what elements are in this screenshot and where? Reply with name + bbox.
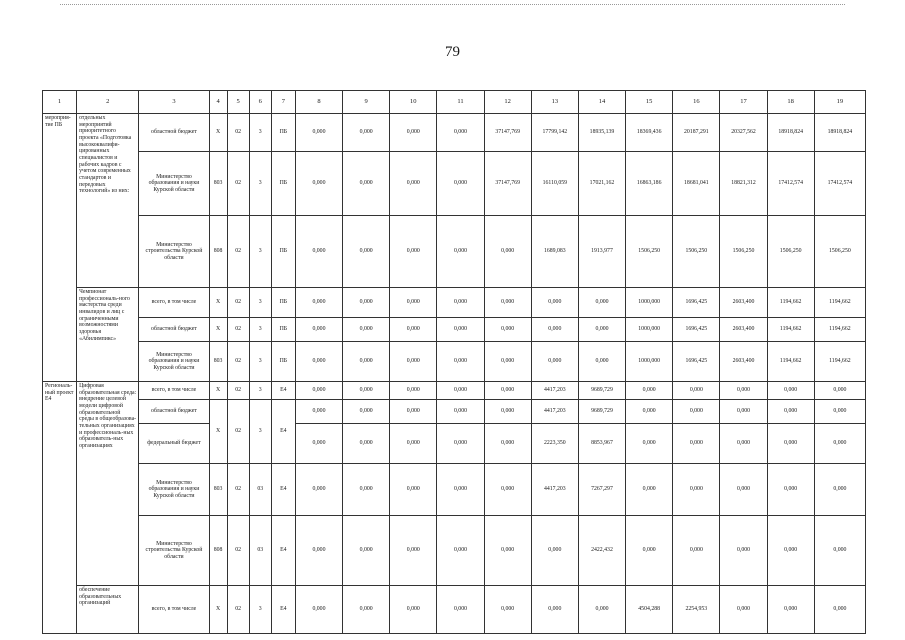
code-cell: 02 bbox=[227, 464, 249, 516]
header-cell: 2 bbox=[77, 91, 139, 114]
code-cell: 02 bbox=[227, 288, 249, 318]
header-cell: 9 bbox=[343, 91, 390, 114]
value-cell: 2422,432 bbox=[578, 516, 625, 586]
value-cell: 0,000 bbox=[814, 382, 865, 400]
value-cell: 0,000 bbox=[343, 318, 390, 342]
table-row bbox=[43, 342, 866, 382]
value-cell: 0,000 bbox=[626, 516, 673, 586]
header-cell: 3 bbox=[139, 91, 209, 114]
value-cell: 0,000 bbox=[626, 424, 673, 464]
value-cell: 0,000 bbox=[484, 216, 531, 288]
value-cell: 1194,662 bbox=[814, 342, 865, 382]
value-cell: 0,000 bbox=[390, 516, 437, 586]
value-cell: 0,000 bbox=[531, 342, 578, 382]
value-cell: 0,000 bbox=[390, 114, 437, 152]
value-cell: 0,000 bbox=[578, 586, 625, 634]
value-cell: 0,000 bbox=[390, 400, 437, 424]
value-cell: 0,000 bbox=[295, 382, 342, 400]
value-cell: 0,000 bbox=[390, 342, 437, 382]
page-number: 79 bbox=[445, 44, 460, 60]
value-cell: 0,000 bbox=[814, 424, 865, 464]
header-cell: 5 bbox=[227, 91, 249, 114]
value-cell: 0,000 bbox=[295, 424, 342, 464]
header-cell: 11 bbox=[437, 91, 484, 114]
value-cell: 0,000 bbox=[437, 464, 484, 516]
value-cell: 0,000 bbox=[343, 382, 390, 400]
code-cell: 02 bbox=[227, 152, 249, 216]
value-cell: 0,000 bbox=[626, 382, 673, 400]
value-cell: 0,000 bbox=[437, 424, 484, 464]
header-cell: 1 bbox=[43, 91, 77, 114]
value-cell: 0,000 bbox=[437, 288, 484, 318]
value-cell: 0,000 bbox=[343, 152, 390, 216]
value-cell: 18918,824 bbox=[814, 114, 865, 152]
value-cell: 18681,041 bbox=[673, 152, 720, 216]
value-cell: 37147,769 bbox=[484, 114, 531, 152]
code-cell: 02 bbox=[227, 216, 249, 288]
value-cell: 1696,425 bbox=[673, 288, 720, 318]
value-cell: 0,000 bbox=[626, 400, 673, 424]
value-cell: 20187,291 bbox=[673, 114, 720, 152]
funding-source: Министерство образования и науки Курской области bbox=[139, 342, 209, 382]
value-cell: 0,000 bbox=[295, 400, 342, 424]
code-cell: 02 bbox=[227, 382, 249, 400]
value-cell: 0,000 bbox=[484, 464, 531, 516]
activity-name: Цифровая образовательная среда: внедрение целевой модели цифровой образовательной среды в общеобразова-тельных организациях и профессиональ-ных образователь-ных организациях bbox=[77, 382, 139, 586]
value-cell: 2223,350 bbox=[531, 424, 578, 464]
code-cell: Х bbox=[209, 318, 227, 342]
value-cell: 0,000 bbox=[531, 516, 578, 586]
value-cell: 0,000 bbox=[814, 516, 865, 586]
value-cell: 0,000 bbox=[814, 586, 865, 634]
value-cell: 0,000 bbox=[390, 216, 437, 288]
value-cell: 16863,186 bbox=[626, 152, 673, 216]
code-cell: 02 bbox=[227, 114, 249, 152]
table-row bbox=[43, 586, 866, 634]
code-cell: 803 bbox=[209, 464, 227, 516]
table-row bbox=[43, 424, 866, 464]
funding-source: Министерство образования и науки Курской области bbox=[139, 152, 209, 216]
funding-source: федеральный бюджет bbox=[139, 424, 209, 464]
funding-source: областной бюджет bbox=[139, 318, 209, 342]
header-cell: 16 bbox=[673, 91, 720, 114]
funding-source: областной бюджет bbox=[139, 400, 209, 424]
program-label: Региональ-ный проект Е4 bbox=[43, 382, 77, 634]
code-cell: 02 bbox=[227, 586, 249, 634]
code-cell: ПБ bbox=[271, 216, 295, 288]
value-cell: 0,000 bbox=[673, 516, 720, 586]
code-cell: Х bbox=[209, 400, 227, 464]
activity-name: Чемпионат профессиональ-ного мастерства среди инвалидов и лиц с ограниченными возможностями здоровья «Абилимпикс» bbox=[77, 288, 139, 382]
value-cell: 0,000 bbox=[767, 382, 814, 400]
value-cell: 1506,250 bbox=[767, 216, 814, 288]
value-cell: 0,000 bbox=[673, 464, 720, 516]
value-cell: 0,000 bbox=[390, 318, 437, 342]
value-cell: 1000,000 bbox=[626, 318, 673, 342]
table-row bbox=[43, 114, 866, 152]
value-cell: 4504,288 bbox=[626, 586, 673, 634]
value-cell: 0,000 bbox=[484, 318, 531, 342]
value-cell: 0,000 bbox=[767, 516, 814, 586]
value-cell: 0,000 bbox=[295, 152, 342, 216]
value-cell: 0,000 bbox=[578, 342, 625, 382]
code-cell: 803 bbox=[209, 342, 227, 382]
value-cell: 0,000 bbox=[531, 288, 578, 318]
value-cell: 0,000 bbox=[767, 424, 814, 464]
value-cell: 0,000 bbox=[814, 400, 865, 424]
code-cell: 3 bbox=[249, 586, 271, 634]
code-cell: Х bbox=[209, 382, 227, 400]
funding-source: всего, в том числе bbox=[139, 382, 209, 400]
value-cell: 0,000 bbox=[295, 342, 342, 382]
value-cell: 1000,000 bbox=[626, 342, 673, 382]
value-cell: 0,000 bbox=[767, 464, 814, 516]
header-cell: 10 bbox=[390, 91, 437, 114]
value-cell: 0,000 bbox=[578, 318, 625, 342]
value-cell: 0,000 bbox=[437, 152, 484, 216]
code-cell: 808 bbox=[209, 216, 227, 288]
value-cell: 1194,662 bbox=[767, 288, 814, 318]
value-cell: 17412,574 bbox=[814, 152, 865, 216]
value-cell: 0,000 bbox=[437, 400, 484, 424]
value-cell: 0,000 bbox=[531, 586, 578, 634]
program-label: мероприя-тие ПБ bbox=[43, 114, 77, 382]
code-cell: Х bbox=[209, 586, 227, 634]
value-cell: 0,000 bbox=[343, 288, 390, 318]
value-cell: 1506,250 bbox=[673, 216, 720, 288]
value-cell: 1000,000 bbox=[626, 288, 673, 318]
value-cell: 1194,662 bbox=[767, 318, 814, 342]
code-cell: 3 bbox=[249, 342, 271, 382]
table-row bbox=[43, 516, 866, 586]
value-cell: 8853,967 bbox=[578, 424, 625, 464]
value-cell: 1194,662 bbox=[814, 318, 865, 342]
value-cell: 4417,203 bbox=[531, 382, 578, 400]
table-row bbox=[43, 216, 866, 288]
top-scan-rule bbox=[60, 4, 845, 5]
value-cell: 17021,162 bbox=[578, 152, 625, 216]
value-cell: 18918,824 bbox=[767, 114, 814, 152]
value-cell: 0,000 bbox=[437, 342, 484, 382]
funding-source: областной бюджет bbox=[139, 114, 209, 152]
value-cell: 2603,400 bbox=[720, 288, 767, 318]
code-cell: 3 bbox=[249, 318, 271, 342]
value-cell: 0,000 bbox=[720, 516, 767, 586]
value-cell: 1696,425 bbox=[673, 342, 720, 382]
code-cell: ПБ bbox=[271, 342, 295, 382]
value-cell: 0,000 bbox=[626, 464, 673, 516]
budget-table-wrap bbox=[42, 90, 866, 634]
value-cell: 0,000 bbox=[343, 424, 390, 464]
activity-name: отдельных мероприятий приоритетного проекта «Подготовка высококвалифи-цированных специалистов и рабочих кадров с учетом современных стандартов и передовых технологий» из них: bbox=[77, 114, 139, 288]
code-cell: 3 bbox=[249, 382, 271, 400]
value-cell: 0,000 bbox=[484, 586, 531, 634]
code-cell: 808 bbox=[209, 516, 227, 586]
value-cell: 0,000 bbox=[531, 318, 578, 342]
value-cell: 16110,059 bbox=[531, 152, 578, 216]
value-cell: 1506,250 bbox=[814, 216, 865, 288]
header-cell: 8 bbox=[295, 91, 342, 114]
value-cell: 0,000 bbox=[390, 382, 437, 400]
header-cell: 14 bbox=[578, 91, 625, 114]
table-row bbox=[43, 382, 866, 400]
value-cell: 1506,250 bbox=[626, 216, 673, 288]
code-cell: Е4 bbox=[271, 516, 295, 586]
value-cell: 0,000 bbox=[484, 382, 531, 400]
funding-source: Министерство строительства Курской области bbox=[139, 516, 209, 586]
value-cell: 0,000 bbox=[767, 586, 814, 634]
value-cell: 0,000 bbox=[343, 342, 390, 382]
code-cell: 3 bbox=[249, 288, 271, 318]
value-cell: 17412,574 bbox=[767, 152, 814, 216]
value-cell: 0,000 bbox=[343, 586, 390, 634]
value-cell: 0,000 bbox=[437, 586, 484, 634]
value-cell: 2603,400 bbox=[720, 318, 767, 342]
value-cell: 1913,977 bbox=[578, 216, 625, 288]
code-cell: 803 bbox=[209, 152, 227, 216]
header-cell: 17 bbox=[720, 91, 767, 114]
table-row bbox=[43, 400, 866, 424]
code-cell: ПБ bbox=[271, 288, 295, 318]
funding-source: Министерство строительства Курской области bbox=[139, 216, 209, 288]
value-cell: 0,000 bbox=[484, 342, 531, 382]
value-cell: 1194,662 bbox=[814, 288, 865, 318]
header-cell: 12 bbox=[484, 91, 531, 114]
value-cell: 0,000 bbox=[720, 586, 767, 634]
value-cell: 4417,203 bbox=[531, 464, 578, 516]
value-cell: 2254,953 bbox=[673, 586, 720, 634]
value-cell: 0,000 bbox=[437, 114, 484, 152]
value-cell: 0,000 bbox=[343, 114, 390, 152]
value-cell: 20327,562 bbox=[720, 114, 767, 152]
code-cell: 03 bbox=[249, 516, 271, 586]
header-cell: 19 bbox=[814, 91, 865, 114]
table-row bbox=[43, 288, 866, 318]
value-cell: 0,000 bbox=[343, 400, 390, 424]
code-cell: 3 bbox=[249, 216, 271, 288]
value-cell: 0,000 bbox=[673, 382, 720, 400]
value-cell: 1696,425 bbox=[673, 318, 720, 342]
code-cell: 02 bbox=[227, 516, 249, 586]
value-cell: 0,000 bbox=[578, 288, 625, 318]
value-cell: 0,000 bbox=[295, 216, 342, 288]
budget-table bbox=[42, 90, 866, 634]
value-cell: 17799,142 bbox=[531, 114, 578, 152]
value-cell: 9689,729 bbox=[578, 382, 625, 400]
value-cell: 0,000 bbox=[390, 424, 437, 464]
code-cell: 02 bbox=[227, 342, 249, 382]
value-cell: 0,000 bbox=[437, 382, 484, 400]
value-cell: 0,000 bbox=[720, 382, 767, 400]
value-cell: 0,000 bbox=[390, 152, 437, 216]
value-cell: 0,000 bbox=[295, 114, 342, 152]
value-cell: 0,000 bbox=[767, 400, 814, 424]
code-cell: Е4 bbox=[271, 464, 295, 516]
table-row bbox=[43, 152, 866, 216]
code-cell: Х bbox=[209, 114, 227, 152]
value-cell: 0,000 bbox=[390, 288, 437, 318]
value-cell: 0,000 bbox=[673, 400, 720, 424]
header-cell: 13 bbox=[531, 91, 578, 114]
value-cell: 7267,297 bbox=[578, 464, 625, 516]
code-cell: Х bbox=[209, 288, 227, 318]
value-cell: 1194,662 bbox=[767, 342, 814, 382]
value-cell: 0,000 bbox=[484, 288, 531, 318]
value-cell: 0,000 bbox=[390, 586, 437, 634]
value-cell: 0,000 bbox=[437, 516, 484, 586]
value-cell: 37147,769 bbox=[484, 152, 531, 216]
value-cell: 0,000 bbox=[484, 516, 531, 586]
value-cell: 18369,436 bbox=[626, 114, 673, 152]
value-cell: 4417,203 bbox=[531, 400, 578, 424]
value-cell: 1689,083 bbox=[531, 216, 578, 288]
value-cell: 0,000 bbox=[295, 464, 342, 516]
funding-source: всего, в том числе bbox=[139, 288, 209, 318]
value-cell: 0,000 bbox=[720, 400, 767, 424]
value-cell: 0,000 bbox=[720, 424, 767, 464]
value-cell: 0,000 bbox=[484, 400, 531, 424]
header-cell: 18 bbox=[767, 91, 814, 114]
header-cell: 4 bbox=[209, 91, 227, 114]
code-cell: ПБ bbox=[271, 152, 295, 216]
code-cell: 3 bbox=[249, 400, 271, 464]
code-cell: 02 bbox=[227, 318, 249, 342]
code-cell: 02 bbox=[227, 400, 249, 464]
code-cell: Е4 bbox=[271, 400, 295, 464]
code-cell: ПБ bbox=[271, 318, 295, 342]
value-cell: 0,000 bbox=[295, 318, 342, 342]
value-cell: 0,000 bbox=[390, 464, 437, 516]
value-cell: 0,000 bbox=[437, 216, 484, 288]
code-cell: ПБ bbox=[271, 114, 295, 152]
code-cell: Е4 bbox=[271, 382, 295, 400]
code-cell: 3 bbox=[249, 114, 271, 152]
value-cell: 0,000 bbox=[343, 216, 390, 288]
value-cell: 0,000 bbox=[295, 586, 342, 634]
header-cell: 15 bbox=[626, 91, 673, 114]
funding-source: Министерство образования и науки Курской области bbox=[139, 464, 209, 516]
value-cell: 2603,400 bbox=[720, 342, 767, 382]
value-cell: 9689,729 bbox=[578, 400, 625, 424]
value-cell: 0,000 bbox=[437, 318, 484, 342]
value-cell: 0,000 bbox=[343, 516, 390, 586]
value-cell: 0,000 bbox=[343, 464, 390, 516]
value-cell: 18821,312 bbox=[720, 152, 767, 216]
code-cell: 3 bbox=[249, 152, 271, 216]
value-cell: 0,000 bbox=[814, 464, 865, 516]
header-cell: 7 bbox=[271, 91, 295, 114]
code-cell: 03 bbox=[249, 464, 271, 516]
code-cell: Е4 bbox=[271, 586, 295, 634]
value-cell: 18935,139 bbox=[578, 114, 625, 152]
value-cell: 1506,250 bbox=[720, 216, 767, 288]
header-cell: 6 bbox=[249, 91, 271, 114]
value-cell: 0,000 bbox=[484, 424, 531, 464]
value-cell: 0,000 bbox=[295, 288, 342, 318]
header-row bbox=[43, 91, 866, 114]
table-row bbox=[43, 318, 866, 342]
table-row bbox=[43, 464, 866, 516]
activity-name: обеспечение образовательных организаций bbox=[77, 586, 139, 634]
value-cell: 0,000 bbox=[295, 516, 342, 586]
funding-source: всего, в том числе bbox=[139, 586, 209, 634]
value-cell: 0,000 bbox=[673, 424, 720, 464]
value-cell: 0,000 bbox=[720, 464, 767, 516]
